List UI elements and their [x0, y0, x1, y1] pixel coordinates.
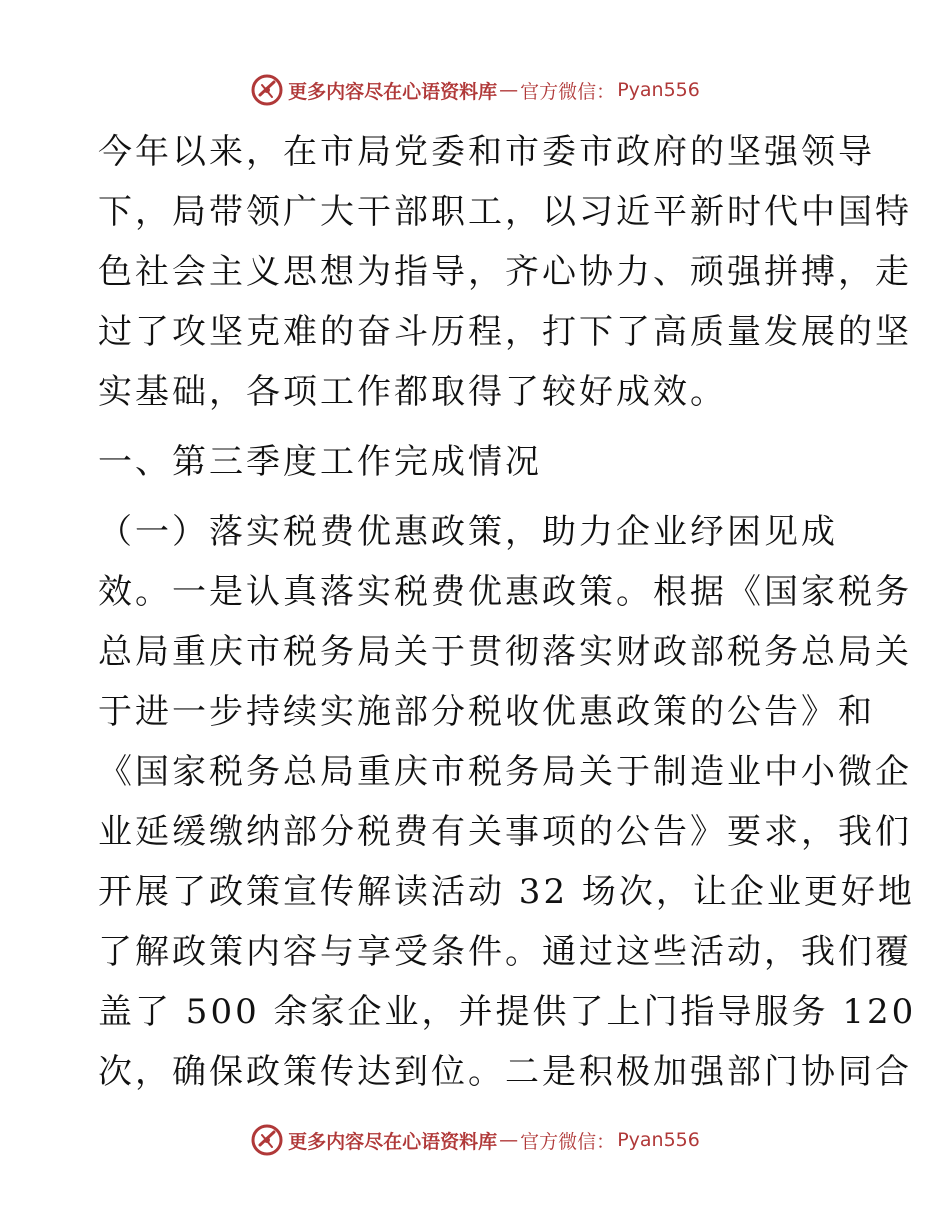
text-line: 今年以来，在市局党委和市委市政府的坚强领导	[98, 132, 875, 172]
logo-icon	[250, 73, 284, 107]
text-line: 盖了 500 余家企业，并提供了上门指导服务 120	[98, 992, 917, 1032]
text-line: 过了攻坚克难的奋斗历程，打下了高质量发展的坚	[98, 312, 912, 352]
document-body	[98, 122, 917, 1102]
text-line: 效。一是认真落实税费优惠政策。根据《国家税务	[98, 572, 912, 612]
watermark-footer	[0, 1122, 950, 1158]
section-heading: 一、第三季度工作完成情况	[98, 442, 542, 482]
watermark-brand: 更多内容尽在心语资料库	[288, 1130, 498, 1153]
text-line: 开展了政策宣传解读活动 32 场次，让企业更好地	[98, 872, 915, 912]
text-line: 色社会主义思想为指导，齐心协力、顽强拼搏，走	[98, 252, 912, 292]
watermark-dash: —	[499, 1129, 519, 1151]
text-line: 总局重庆市税务局关于贯彻落实财政部税务总局关	[98, 632, 912, 672]
watermark-brand: 更多内容尽在心语资料库	[288, 80, 498, 103]
watermark-header	[0, 72, 950, 108]
text-line: （一）落实税费优惠政策，助力企业纾困见成	[98, 512, 838, 552]
text-line: 了解政策内容与享受条件。通过这些活动，我们覆	[98, 932, 912, 972]
logo-icon	[250, 1123, 284, 1157]
text-line: 下，局带领广大干部职工，以习近平新时代中国特	[98, 192, 912, 232]
text-line: 《国家税务总局重庆市税务局关于制造业中小微企	[98, 752, 912, 792]
watermark-dash: —	[499, 79, 519, 101]
text-line: 于进一步持续实施部分税收优惠政策的公告》和	[98, 692, 875, 732]
text-line: 次，确保政策传达到位。二是积极加强部门协同合	[98, 1052, 912, 1092]
watermark-label: 官方微信：	[520, 1130, 616, 1153]
watermark-label: 官方微信：	[520, 80, 616, 103]
text-line: 实基础，各项工作都取得了较好成效。	[98, 372, 727, 412]
text-line: 业延缓缴纳部分税费有关事项的公告》要求，我们	[98, 812, 912, 852]
watermark-id: Pyan556	[617, 1129, 700, 1151]
paragraph-intro	[98, 122, 912, 422]
paragraph-policy	[98, 502, 917, 1102]
watermark-id: Pyan556	[617, 79, 700, 101]
